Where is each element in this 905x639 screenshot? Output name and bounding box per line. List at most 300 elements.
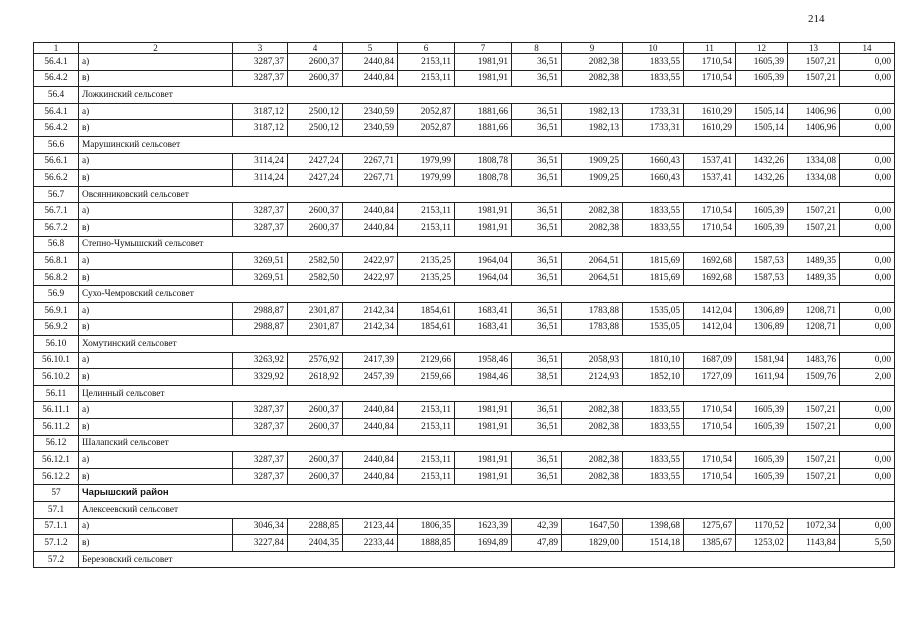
value-cell: 1507,21 [788,70,840,87]
value-cell: 2082,38 [562,402,623,419]
row-variant: а) [79,518,233,535]
row-variant: в) [79,269,233,286]
value-cell: 36,51 [512,419,562,436]
value-cell: 2153,11 [398,219,455,236]
value-cell: 3287,37 [233,452,288,469]
value-cell: 3227,84 [233,535,288,552]
value-cell: 1514,18 [623,535,684,552]
value-cell: 2600,37 [288,468,343,485]
row-variant: а) [79,203,233,220]
value-cell: 1979,99 [398,170,455,187]
section-row [34,87,895,104]
table-row [34,120,895,137]
value-cell: 1507,21 [788,203,840,220]
value-cell: 1647,50 [562,518,623,535]
value-cell: 1509,76 [788,369,840,386]
table-row [34,468,895,485]
value-cell: 1710,54 [684,54,736,71]
section-code: 56.11 [34,385,79,402]
section-row [34,551,895,568]
value-cell: 0,00 [840,170,895,187]
value-cell: 2440,84 [343,419,398,436]
value-cell: 2340,59 [343,120,398,137]
row-variant: в) [79,468,233,485]
value-cell: 3187,12 [233,120,288,137]
value-cell: 0,00 [840,402,895,419]
value-cell: 1334,08 [788,170,840,187]
value-cell: 1610,29 [684,103,736,120]
row-variant: а) [79,103,233,120]
column-header: 11 [684,43,736,54]
value-cell: 3114,24 [233,170,288,187]
column-header: 8 [512,43,562,54]
value-cell: 36,51 [512,219,562,236]
value-cell: 2124,93 [562,369,623,386]
value-cell: 1833,55 [623,402,684,419]
value-cell: 1964,04 [455,253,512,270]
section-code: 56.9 [34,286,79,303]
district-row [34,485,895,502]
section-code: 57 [34,485,79,502]
value-cell: 1815,69 [623,269,684,286]
value-cell: 2142,34 [343,302,398,319]
value-cell: 1406,96 [788,103,840,120]
value-cell: 2440,84 [343,452,398,469]
value-cell: 2500,12 [288,103,343,120]
value-cell: 1306,89 [736,319,788,336]
table-row [34,269,895,286]
value-cell: 1854,61 [398,302,455,319]
value-cell: 2153,11 [398,468,455,485]
value-cell: 2988,87 [233,302,288,319]
row-code: 56.4.1 [34,103,79,120]
page-number: 214 [808,13,825,25]
table-row [34,103,895,120]
column-header: 14 [840,43,895,54]
value-cell: 1489,35 [788,269,840,286]
column-header: 3 [233,43,288,54]
value-cell: 0,00 [840,54,895,71]
value-cell: 2422,97 [343,253,398,270]
value-cell: 2267,71 [343,170,398,187]
value-cell: 2159,66 [398,369,455,386]
value-cell: 1683,41 [455,302,512,319]
row-code: 56.9.2 [34,319,79,336]
row-code: 56.10.2 [34,369,79,386]
value-cell: 2153,11 [398,419,455,436]
value-cell: 1733,31 [623,103,684,120]
value-cell: 2153,11 [398,402,455,419]
section-code: 56.10 [34,336,79,353]
value-cell: 2064,51 [562,269,623,286]
value-cell: 1833,55 [623,54,684,71]
value-cell: 47,89 [512,535,562,552]
value-cell: 2288,85 [288,518,343,535]
value-cell: 1783,88 [562,319,623,336]
value-cell: 2301,87 [288,302,343,319]
value-cell: 1981,91 [455,219,512,236]
row-variant: а) [79,402,233,419]
value-cell: 1660,43 [623,170,684,187]
value-cell: 1833,55 [623,419,684,436]
row-variant: в) [79,70,233,87]
value-cell: 1909,25 [562,170,623,187]
value-cell: 36,51 [512,153,562,170]
value-cell: 36,51 [512,170,562,187]
section-row [34,236,895,253]
value-cell: 1981,91 [455,70,512,87]
section-name: Шалапский сельсовет [79,435,895,452]
value-cell: 1808,78 [455,170,512,187]
value-cell: 1660,43 [623,153,684,170]
value-cell: 2600,37 [288,452,343,469]
value-cell: 2600,37 [288,203,343,220]
row-code: 56.6.2 [34,170,79,187]
value-cell: 0,00 [840,103,895,120]
value-cell: 2129,66 [398,352,455,369]
value-cell: 3287,37 [233,70,288,87]
value-cell: 2440,84 [343,54,398,71]
value-cell: 1587,53 [736,253,788,270]
value-cell: 1610,29 [684,120,736,137]
table-row [34,203,895,220]
value-cell: 2082,38 [562,468,623,485]
column-header: 13 [788,43,840,54]
row-code: 56.10.1 [34,352,79,369]
value-cell: 1432,26 [736,170,788,187]
value-cell: 1958,46 [455,352,512,369]
value-cell: 2058,93 [562,352,623,369]
value-cell: 1605,39 [736,419,788,436]
value-cell: 3114,24 [233,153,288,170]
row-code: 56.12.1 [34,452,79,469]
table-row [34,352,895,369]
value-cell: 1694,89 [455,535,512,552]
row-code: 57.1.2 [34,535,79,552]
value-cell: 2440,84 [343,70,398,87]
value-cell: 3287,37 [233,219,288,236]
value-cell: 1981,91 [455,54,512,71]
section-row [34,286,895,303]
column-header: 10 [623,43,684,54]
value-cell: 2153,11 [398,70,455,87]
value-cell: 1683,41 [455,319,512,336]
section-code: 56.8 [34,236,79,253]
row-variant: в) [79,120,233,137]
value-cell: 0,00 [840,253,895,270]
value-cell: 3187,12 [233,103,288,120]
value-cell: 36,51 [512,120,562,137]
section-name: Березовский сельсовет [79,551,895,568]
row-code: 56.12.2 [34,468,79,485]
value-cell: 1808,78 [455,153,512,170]
section-row [34,502,895,519]
table-row [34,402,895,419]
tariff-table [33,42,895,568]
value-cell: 1535,05 [623,302,684,319]
value-cell: 36,51 [512,302,562,319]
value-cell: 1852,10 [623,369,684,386]
value-cell: 1170,52 [736,518,788,535]
row-code: 56.7.2 [34,219,79,236]
value-cell: 36,51 [512,70,562,87]
section-name: Степно-Чумышский сельсовет [79,236,895,253]
table-row [34,319,895,336]
value-cell: 1981,91 [455,203,512,220]
row-variant: а) [79,302,233,319]
value-cell: 1727,09 [684,369,736,386]
value-cell: 1507,21 [788,452,840,469]
value-cell: 1412,04 [684,319,736,336]
column-header: 6 [398,43,455,54]
value-cell: 1507,21 [788,468,840,485]
value-cell: 1605,39 [736,402,788,419]
value-cell: 36,51 [512,269,562,286]
value-cell: 1334,08 [788,153,840,170]
row-variant: а) [79,153,233,170]
value-cell: 2600,37 [288,70,343,87]
value-cell: 2267,71 [343,153,398,170]
section-name: Марушинский сельсовет [79,136,895,153]
row-variant: в) [79,170,233,187]
value-cell: 2582,50 [288,269,343,286]
row-code: 56.4.2 [34,70,79,87]
value-cell: 1881,66 [455,120,512,137]
value-cell: 1964,04 [455,269,512,286]
value-cell: 1605,39 [736,452,788,469]
row-code: 56.4.1 [34,54,79,71]
column-header: 1 [34,43,79,54]
value-cell: 1483,76 [788,352,840,369]
value-cell: 36,51 [512,468,562,485]
section-code: 56.4 [34,87,79,104]
district-name: Чарышский район [79,485,895,502]
value-cell: 36,51 [512,103,562,120]
value-cell: 2600,37 [288,402,343,419]
value-cell: 0,00 [840,203,895,220]
value-cell: 1611,94 [736,369,788,386]
value-cell: 0,00 [840,419,895,436]
row-code: 57.1.1 [34,518,79,535]
value-cell: 2600,37 [288,219,343,236]
value-cell: 0,00 [840,468,895,485]
row-code: 56.7.1 [34,203,79,220]
value-cell: 3287,37 [233,419,288,436]
value-cell: 1537,41 [684,170,736,187]
value-cell: 1981,91 [455,419,512,436]
value-cell: 1143,84 [788,535,840,552]
value-cell: 2064,51 [562,253,623,270]
value-cell: 1605,39 [736,219,788,236]
value-cell: 1710,54 [684,70,736,87]
value-cell: 0,00 [840,518,895,535]
header-row [34,43,895,54]
row-code: 56.9.1 [34,302,79,319]
value-cell: 2082,38 [562,203,623,220]
value-cell: 2153,11 [398,452,455,469]
value-cell: 3269,51 [233,269,288,286]
section-code: 57.2 [34,551,79,568]
value-cell: 2082,38 [562,219,623,236]
value-cell: 3046,34 [233,518,288,535]
value-cell: 2153,11 [398,54,455,71]
value-cell: 38,51 [512,369,562,386]
row-code: 56.8.1 [34,253,79,270]
value-cell: 2,00 [840,369,895,386]
value-cell: 36,51 [512,203,562,220]
row-variant: в) [79,219,233,236]
value-cell: 1881,66 [455,103,512,120]
value-cell: 1984,46 [455,369,512,386]
value-cell: 2988,87 [233,319,288,336]
section-name: Целинный сельсовет [79,385,895,402]
value-cell: 1833,55 [623,70,684,87]
section-name: Ложкинский сельсовет [79,87,895,104]
row-variant: в) [79,535,233,552]
value-cell: 3269,51 [233,253,288,270]
value-cell: 1833,55 [623,203,684,220]
row-variant: а) [79,253,233,270]
value-cell: 1710,54 [684,203,736,220]
value-cell: 1412,04 [684,302,736,319]
value-cell: 3329,92 [233,369,288,386]
section-code: 57.1 [34,502,79,519]
value-cell: 1710,54 [684,452,736,469]
value-cell: 2576,92 [288,352,343,369]
value-cell: 1888,85 [398,535,455,552]
value-cell: 1981,91 [455,468,512,485]
value-cell: 2422,97 [343,269,398,286]
value-cell: 5,50 [840,535,895,552]
value-cell: 0,00 [840,120,895,137]
value-cell: 0,00 [840,153,895,170]
value-cell: 0,00 [840,70,895,87]
value-cell: 2340,59 [343,103,398,120]
value-cell: 1982,13 [562,103,623,120]
value-cell: 1854,61 [398,319,455,336]
value-cell: 2052,87 [398,103,455,120]
value-cell: 1581,94 [736,352,788,369]
value-cell: 2135,25 [398,253,455,270]
row-variant: в) [79,319,233,336]
value-cell: 2404,35 [288,535,343,552]
value-cell: 1806,35 [398,518,455,535]
value-cell: 1687,09 [684,352,736,369]
table-row [34,535,895,552]
section-code: 56.7 [34,186,79,203]
value-cell: 1692,68 [684,269,736,286]
value-cell: 2233,44 [343,535,398,552]
value-cell: 3287,37 [233,402,288,419]
value-cell: 0,00 [840,452,895,469]
value-cell: 0,00 [840,352,895,369]
value-cell: 2427,24 [288,153,343,170]
table-row [34,153,895,170]
value-cell: 1810,10 [623,352,684,369]
value-cell: 2082,38 [562,452,623,469]
value-cell: 1507,21 [788,54,840,71]
section-name: Алексеевский сельсовет [79,502,895,519]
value-cell: 1833,55 [623,468,684,485]
value-cell: 1489,35 [788,253,840,270]
value-cell: 36,51 [512,352,562,369]
value-cell: 1208,71 [788,302,840,319]
row-code: 56.4.2 [34,120,79,137]
section-row [34,435,895,452]
value-cell: 1535,05 [623,319,684,336]
column-header: 5 [343,43,398,54]
value-cell: 1833,55 [623,219,684,236]
value-cell: 1623,39 [455,518,512,535]
value-cell: 36,51 [512,319,562,336]
value-cell: 2082,38 [562,419,623,436]
value-cell: 0,00 [840,302,895,319]
value-cell: 2142,34 [343,319,398,336]
value-cell: 36,51 [512,54,562,71]
value-cell: 1979,99 [398,153,455,170]
section-name: Сухо-Чемровский сельсовет [79,286,895,303]
value-cell: 1505,14 [736,120,788,137]
row-code: 56.11.1 [34,402,79,419]
value-cell: 1406,96 [788,120,840,137]
value-cell: 1505,14 [736,103,788,120]
table-row [34,219,895,236]
value-cell: 42,39 [512,518,562,535]
section-name: Хомутинский сельсовет [79,336,895,353]
value-cell: 3287,37 [233,468,288,485]
value-cell: 1432,26 [736,153,788,170]
section-row [34,136,895,153]
column-header: 4 [288,43,343,54]
value-cell: 1507,21 [788,402,840,419]
value-cell: 2052,87 [398,120,455,137]
value-cell: 1275,67 [684,518,736,535]
value-cell: 1981,91 [455,452,512,469]
row-code: 56.8.2 [34,269,79,286]
column-header: 12 [736,43,788,54]
value-cell: 1710,54 [684,468,736,485]
row-variant: а) [79,54,233,71]
table-row [34,54,895,71]
value-cell: 2440,84 [343,219,398,236]
value-cell: 1398,68 [623,518,684,535]
value-cell: 1833,55 [623,452,684,469]
value-cell: 36,51 [512,452,562,469]
value-cell: 2600,37 [288,419,343,436]
value-cell: 0,00 [840,219,895,236]
column-header: 9 [562,43,623,54]
row-variant: в) [79,369,233,386]
value-cell: 1306,89 [736,302,788,319]
table-row [34,253,895,270]
table-row [34,170,895,187]
value-cell: 1385,67 [684,535,736,552]
value-cell: 1507,21 [788,219,840,236]
value-cell: 1537,41 [684,153,736,170]
value-cell: 2427,24 [288,170,343,187]
value-cell: 2618,92 [288,369,343,386]
value-cell: 1253,02 [736,535,788,552]
table-row [34,70,895,87]
value-cell: 1605,39 [736,70,788,87]
value-cell: 36,51 [512,402,562,419]
section-name: Овсянниковский сельсовет [79,186,895,203]
value-cell: 2153,11 [398,203,455,220]
value-cell: 3287,37 [233,203,288,220]
table-row [34,369,895,386]
value-cell: 2440,84 [343,402,398,419]
value-cell: 1507,21 [788,419,840,436]
